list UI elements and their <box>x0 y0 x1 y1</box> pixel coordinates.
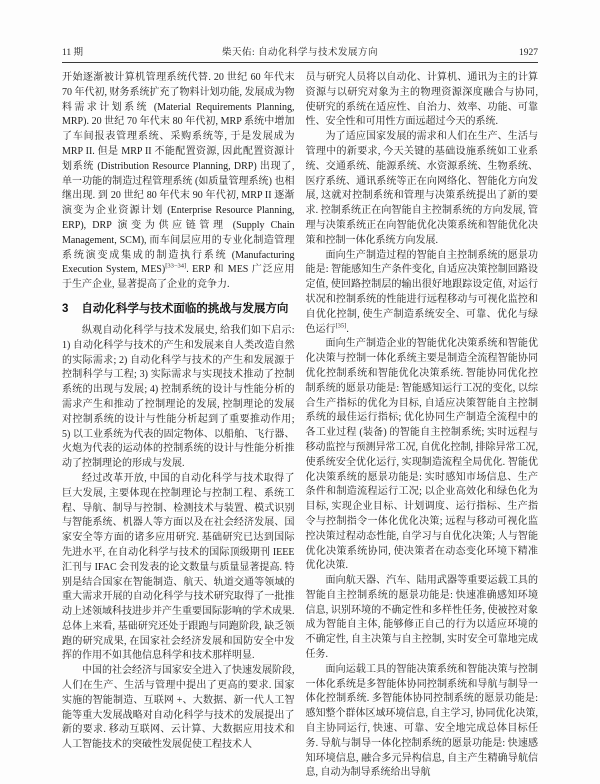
paragraph: 员与研究人员将以自动化、计算机、通讯为主的计算资源与以研究对象为主的物理资源深度融合与协同, 使研究的系统在适应性、自治力、效率、功能、可靠性、安全性和可用性方面远超过今天的系统. <box>305 72 538 128</box>
paragraph: 经过改革开放, 中国的自动化科学与技术取得了巨大发展, 主要体现在控制理论与控制工程、系统工程、导航、制导与控制、检测技术与装置、模式识别与智能系统、机器人等方面以及在社会经济发展、国家安全等方面的诸多应用研究. 基础研究已达到国际先进水平, 在自动化科学与技术的国际顶级期刊 IEEE 汇刊与 IFAC 会刊发表的论文数量与质量显著提高. 特别是结合国家在智能制造、航天、轨道交通等领域的重大需求开展的自动化科学与技术研究取得了一批推动上述领域科技进步并产生重要国际影响的学术成果. 总体上来看, 基础研究还处于跟跑与同跑阶段, 缺乏领跑的研究成果, 在国家社会经济发展和国防安全中发挥的作用不如其他信息科学和技术那样明显. <box>62 472 295 662</box>
running-header <box>62 44 538 63</box>
paragraph: 为了适应国家发展的需求和人们在生产、生活与管理中的新要求, 今天关键的基础设施系统如工业系统、交通系统、能源系统、水资源系统、生物系统、医疗系统、通讯系统等正在向网络化、智能化方向发展, 这就对控制系统和管理与决策系统提出了新的要求. 控制系统正在向智能自主控制系统的方向发展, 管理与决策系统正在向智能优化决策系统和智能优化决策和控制一体化系统方向发展. <box>305 131 538 246</box>
paragraph: 中国的社会经济与国家安全进入了快速发展阶段, 人们在生产、生活与管理中提出了更高的要求. 国家实施的智能制造、互联网 +、大数据、新一代人工智能等重大发展战略对自动化科学与技术的发展提出了新的要求. 移动互联网、云计算、大数据应用技术和人工智能技术的突破性发展促使工程技术人 <box>62 665 295 751</box>
right-column <box>306 71 539 781</box>
paragraph: 开始逐渐被计算机管理系统代替. 20 世纪 60 年代末 70 年代初, 财务系统扩充了物料计划功能, 发展成为物料需求计划系统 (Material Requirements Planning, MRP). 20 世纪 70 年代末 80 年代初, MRP 系统中增加了车间报表管理系统、采购系统等, 于是发展成为 MRP II. 但是 MRP II 不能配置资源, 因此配置资源计划系统 (Distribution Resource Planning, DRP) 出现了, 单一功能的制造过程管理系统 (如质量管理系统) 也相继出现. 到 20 世纪 80 年代末 90 年代初, MRP II 逐渐演变为企业资源计划 (Enterprise Resource Planning, ERP), DRP 演变为供应链管理 (Supply Chain Management, SCM), 而车间层应用的专业化制造管理系统演变成集成的制造执行系统 (Manufacturing Execution System, MES)[33−34]. ERP 和 MES 广泛应用于生产企业, 显著提高了企业的竞争力. <box>62 72 295 291</box>
running-title: 柴天佑: 自动化科学与技术发展方向 <box>221 48 378 58</box>
section-number: 3 <box>62 302 69 315</box>
section-title: 自动化科学与技术面临的挑战与发展方向 <box>81 302 289 315</box>
section-heading <box>62 302 295 317</box>
citation-ref: [35] <box>335 322 347 330</box>
paragraph: 面向生产制造过程的智能自主控制系统的愿景功能是: 智能感知生产条件变化, 自适应决策控制回路设定值, 使回路控制层的输出很好地跟踪设定值, 对运行状况和控制系统的性能进行远程移动与可视化监控和自优化控制, 使生产制造系统安全、可靠、优化与绿色运行[35]. <box>305 249 538 335</box>
issue-label: 11 期 <box>62 48 84 58</box>
paragraph: 面向生产制造企业的智能优化决策系统和智能优化决策与控制一体化系统主要是制造全流程智能协同优化控制系统和智能优化决策系统. 智能协同优化控制系统的愿景功能是: 智能感知运行工况的变化, 以综合生产指标的优化为目标, 自适应决策智能自主控制系统的最佳运行指标; 优化协同生产制造全流程中的各工业过程 (装备) 的智能自主控制系统; 实时远程与移动监控与预测异常工况, 自优化控制, 排除异常工况, 使系统安全优化运行, 实现制造流程全局优化. 智能优化决策系统的愿景功能是: 实时感知市场信息、生产条件和制造流程运行工况; 以企业高效化和绿色化为目标, 实现企业目标、计划调度、运行指标、生产指令与控制指令一体化优化决策; 远程与移动可视化监控决策过程动态性能, 自学习与自优化决策; 人与智能优化决策系统协同, 使决策者在动态变化环境下精准优化决策. <box>305 338 538 572</box>
paragraph: 面向航天器、汽车、陆用武器等重要运载工具的智能自主控制系统的愿景功能是: 快速准确感知环境信息, 识别环境的不确定性和多样性任务, 使被控对象成为智能自主体, 能够修正自己的行为以适应环境的不确定性, 自主决策与自主控制, 实时安全可靠地完成任务. <box>305 575 538 661</box>
paragraph: 面向运载工具的智能决策系统和智能决策与控制一体化系统是多智能体协同控制系统和导航与制导一体化控制系统. 多智能体协同控制系统的愿景功能是: 感知整个群体区域环境信息, 自主学习, 协同优化决策, 自主协同运行, 快速、可靠、安全地完成总体目标任务. 导航与制导一体化控制系统的愿景功能是: 快速感知环境信息, 融合多元异构信息, 自主产生精确导航信息, 自动为制导系统给出导航 <box>305 663 538 779</box>
two-column-body <box>62 71 538 781</box>
citation-ref: [33−34] <box>165 263 187 271</box>
left-column <box>62 71 295 781</box>
page-number: 1927 <box>519 48 538 58</box>
paragraph: 纵观自动化科学与技术发展史, 给我们如下启示: 1) 自动化科学与技术的产生和发展来自人类改造自然的实际需求; 2) 自动化科学与技术的产生和发展源于控制科学与工程; 3) 实际需求与实现技术推动了控制系统的出现与发展; 4) 控制系统的设计与性能分析的需求产生和推动了控制理论的发展, 控制理论的发展对控制系统的设计与性能分析起到了重要推动作用; 5) 以工业系统为代表的固定物体、以船舶、飞行器、火炮为代表的运动体的控制系统的设计与性能分析推动了控制理论的形成与发展. <box>62 324 295 470</box>
